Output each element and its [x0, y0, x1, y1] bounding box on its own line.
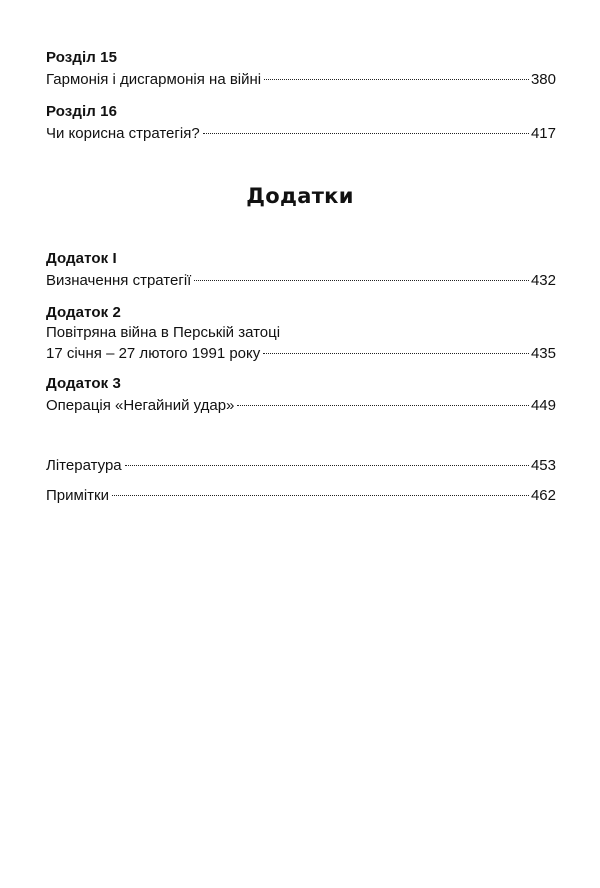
- dot-leader: [264, 79, 529, 80]
- chapter-16-heading: Розділ 16: [46, 103, 118, 120]
- toc-entry-title: Література: [46, 457, 122, 474]
- toc-entry-appendix-1[interactable]: [46, 272, 556, 292]
- toc-entry-appendix-3[interactable]: [46, 397, 556, 417]
- toc-entry-page: 380: [530, 71, 556, 88]
- toc-entry-chapter-15[interactable]: [46, 71, 556, 91]
- toc-entry-title: Гармонія і дисгармонія на війні: [46, 71, 262, 88]
- toc-entry-title: Визначення стратегії: [46, 272, 192, 289]
- toc-entry-page: 462: [530, 487, 556, 504]
- dot-leader: [263, 353, 529, 354]
- appendix-3-heading: Додаток 3: [46, 375, 121, 392]
- chapter-15-heading: Розділ 15: [46, 49, 118, 66]
- toc-entry-notes[interactable]: [46, 487, 556, 507]
- dot-leader: [125, 465, 529, 466]
- appendix-1-heading: Додаток I: [46, 250, 117, 267]
- toc-entry-chapter-16[interactable]: [46, 125, 556, 145]
- toc-entry-title: 17 січня – 27 лютого 1991 року: [46, 345, 261, 362]
- appendix-2-title-line-1[interactable]: Повітряна війна в Перській затоці: [46, 324, 281, 341]
- toc-entry-page: 453: [530, 457, 556, 474]
- appendix-2-heading: Додаток 2: [46, 304, 121, 321]
- toc-entry-title: Чи корисна стратегія?: [46, 125, 200, 142]
- dot-leader: [237, 405, 529, 406]
- dot-leader: [112, 495, 529, 496]
- dot-leader: [194, 280, 529, 281]
- toc-entry-page: 449: [530, 397, 556, 414]
- dot-leader: [203, 133, 529, 134]
- appendices-section-title: Додатки: [246, 184, 354, 208]
- toc-entry-page: 417: [530, 125, 556, 142]
- toc-entry-literature[interactable]: [46, 457, 556, 477]
- toc-entry-page: 432: [530, 272, 556, 289]
- toc-entry-page: 435: [530, 345, 556, 362]
- toc-entry-title: Примітки: [46, 487, 109, 504]
- toc-entry-title: Операція «Негайний удар»: [46, 397, 235, 414]
- toc-entry-appendix-2[interactable]: [46, 345, 556, 365]
